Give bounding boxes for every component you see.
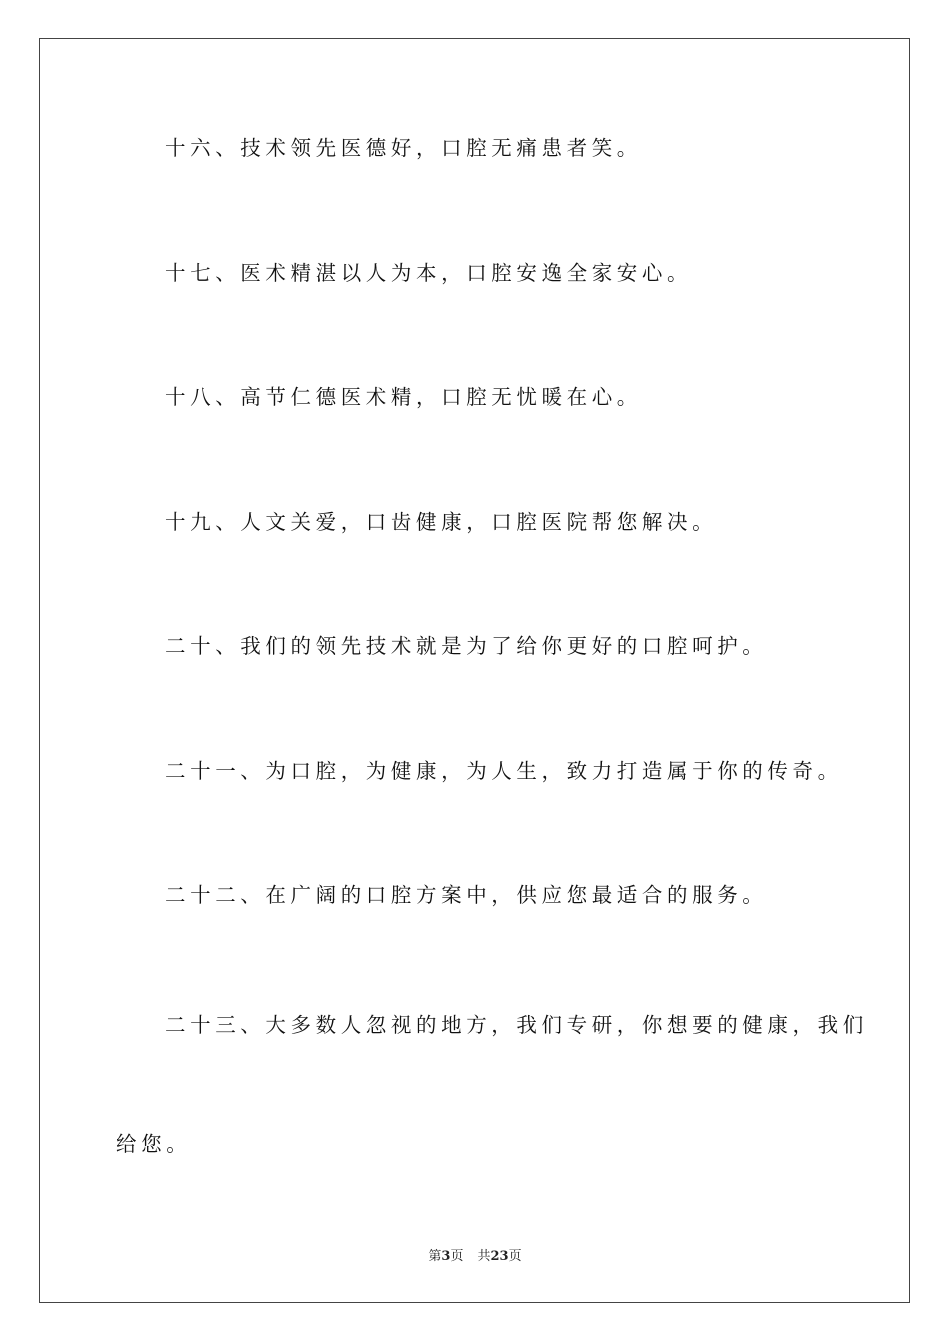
paragraph-16: 十六、技术领先医德好，口腔无痛患者笑。: [165, 136, 642, 160]
page-border: [39, 38, 910, 1303]
page-footer: [0, 1245, 950, 1264]
paragraph-19: 十九、人文关爱，口齿健康，口腔医院帮您解决。: [165, 510, 718, 534]
paragraph-23-line-1: 二十三、大多数人忽视的地方，我们专研，你想要的健康，我们: [165, 1013, 868, 1037]
footer-page-suffix: 页: [450, 1249, 464, 1264]
paragraph-23-line-2: 给您。: [116, 1132, 192, 1156]
paragraph-17: 十七、医术精湛以人为本，口腔安逸全家安心。: [165, 261, 693, 285]
footer-total-suffix: 页: [508, 1249, 522, 1264]
paragraph-18: 十八、高节仁德医术精，口腔无忧暖在心。: [165, 385, 642, 409]
paragraph-21: 二十一、为口腔，为健康，为人生，致力打造属于你的传奇。: [165, 759, 843, 783]
paragraph-22: 二十二、在广阔的口腔方案中，供应您最适合的服务。: [165, 883, 768, 907]
paragraph-20: 二十、我们的领先技术就是为了给你更好的口腔呵护。: [165, 634, 768, 658]
footer-page-prefix: 第: [428, 1249, 442, 1264]
footer-page-total: 23: [490, 1249, 509, 1264]
footer-total-prefix: 共: [477, 1249, 491, 1264]
footer-page-current: 3: [441, 1249, 451, 1264]
